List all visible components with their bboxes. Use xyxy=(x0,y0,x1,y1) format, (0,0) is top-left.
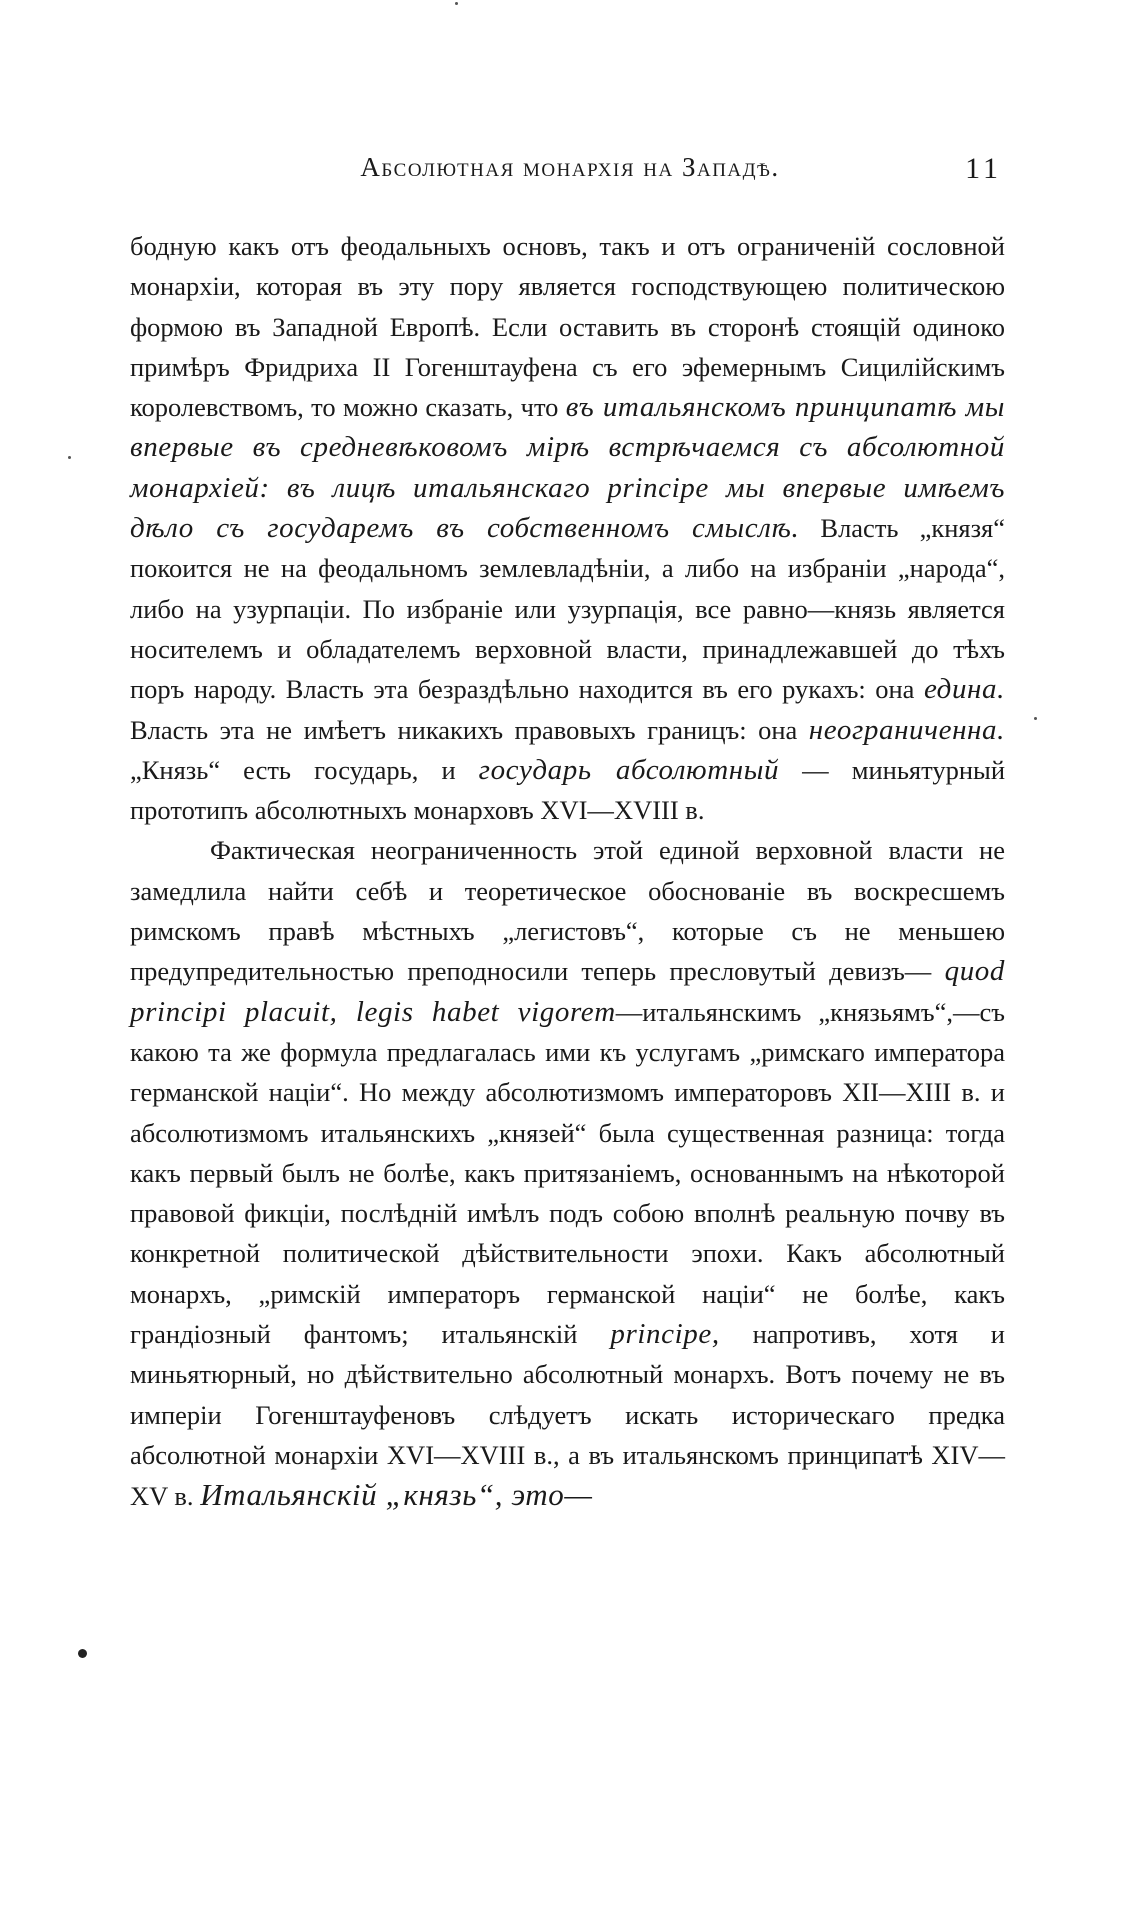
paragraph-1-italic-thesis: въ итальянскомъ принципатѣ мы впервые въ средневѣковомъ мірѣ встрѣчаемся съ абсолютной монархіей: въ лицѣ итальянскаго principe мы впервые имѣемъ дѣло съ государемъ въ собственномъ смыслѣ. xyxy=(130,391,1006,545)
paragraph-2-text-3: напротивъ, хотя и миньятюрный, но дѣйствительно абсолютный монархъ. Вотъ почему не въ имперіи Гогенштауфеновъ слѣдуетъ искать историческаго предка абсолютной монархіи XVI—XVIII в., а въ итальянскомъ принципатѣ XIV—XV в. xyxy=(130,1319,1005,1512)
margin-speck-left xyxy=(68,456,71,459)
paragraph-1-italic-neogranichenna: неограниченна. xyxy=(808,713,1005,746)
page-number: 11 xyxy=(965,152,1002,185)
paragraph-1-italic-edina: едина. xyxy=(923,673,1005,706)
paragraph-2-italic-closing: Итальянскій „князь“, это— xyxy=(200,1477,593,1513)
paragraph-1-text-5: — миньятурный прототипъ абсолютныхъ монарховъ XVI—XVIII в. xyxy=(130,754,1005,826)
paragraph-2 xyxy=(130,830,1005,1516)
paragraph-2-text-1: Фактическая неограниченность этой единой верховной власти не замедлила найти себѣ и теоретическое обоснованіе въ воскресшемъ римскомъ правѣ мѣстныхъ „легистовъ“, которые съ не меньшею предупредительностью преподносили теперь пресловутый девизъ— xyxy=(130,835,1005,987)
page-header xyxy=(0,152,1140,192)
running-title: Абсолютная монархія на Западѣ. xyxy=(360,152,780,182)
margin-ink-dot xyxy=(78,1649,87,1658)
paragraph-2-latin-motto: quod principi placuit, legis habet vigorem xyxy=(130,955,1005,1028)
paragraph-1-italic-gosudar: государь абсолютный xyxy=(478,753,780,786)
margin-speck-right xyxy=(1034,717,1037,720)
paragraph-2-text-2: —итальянскимъ „князьямъ“,—съ какою та же формула предлагалась ими къ услугамъ „римскаго императора германской націи“. Но между абсолютизмомъ императоровъ XII—XIII в. и абсолютизмомъ итальянскихъ „князей“ была существенная разница: тогда какъ первый былъ не болѣе, какъ притязаніемъ, основаннымъ на нѣкоторой правовой фикціи, послѣдній имѣлъ подъ собою вполнѣ реальную почву въ конкретной политической дѣйствительности эпохи. Какъ абсолютный монархъ, „римскій императоръ германской націи“ не болѣе, какъ грандіозный фантомъ; итальянскій xyxy=(130,996,1005,1350)
margin-speck-top xyxy=(455,2,458,5)
paragraph-1 xyxy=(130,226,1005,830)
paragraph-1-text-3: Власть эта не имѣетъ никакихъ правовыхъ границъ: она xyxy=(130,714,809,745)
paragraph-1-text-1: бодную какъ отъ феодальныхъ основъ, такъ и отъ ограниченій сословной монархіи, которая въ эту пору является господствующею политическою формою въ Западной Европѣ. Если оставить въ сторонѣ стоящій одиноко примѣръ Фридриха II Гогенштауфена съ его эфемернымъ Сицилійскимъ королевствомъ, то можно сказать, что xyxy=(130,231,1005,423)
paragraph-2-italic-principe: principe, xyxy=(610,1318,720,1351)
paragraph-1-text-4: „Князь“ есть государь, и xyxy=(130,754,479,785)
body-text xyxy=(130,226,1005,1517)
paragraph-1-text-2: Власть „князя“ покоится не на феодальномъ землевладѣніи, а либо на избраніи „народа“, либо на узурпаціи. По избраніе или узурпація, все равно—князь является носителемъ и обладателемъ верховной власти, принадлежавшей до тѣхъ поръ народу. Власть эта безраздѣльно находится въ его рукахъ: она xyxy=(130,513,1005,705)
